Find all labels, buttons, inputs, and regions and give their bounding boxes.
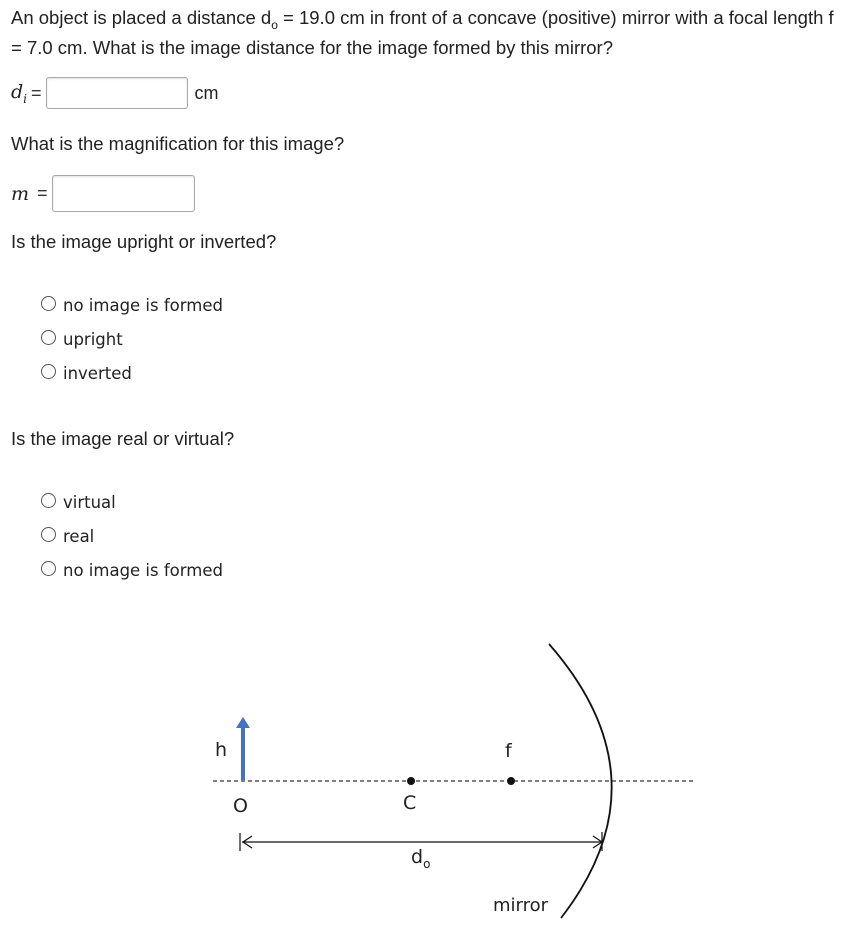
subscript-o: o xyxy=(271,18,278,32)
radio-option-virtual[interactable]: virtual xyxy=(41,485,223,519)
question-orientation: Is the image upright or inverted? xyxy=(11,231,277,252)
radio-option-upright[interactable]: upright xyxy=(41,322,223,356)
radio-circle[interactable] xyxy=(41,364,56,379)
type-radio-group xyxy=(41,485,223,587)
radio-option-real[interactable]: real xyxy=(41,519,223,553)
radio-circle[interactable] xyxy=(41,330,56,345)
radio-option-inverted[interactable]: inverted xyxy=(41,356,223,390)
label-c: C xyxy=(403,792,417,814)
label-mirror: mirror xyxy=(493,895,549,916)
point-f xyxy=(507,777,515,785)
radio-option-no-image[interactable]: no image is formed xyxy=(41,288,223,322)
label-f: f xyxy=(505,740,512,762)
magnification-input[interactable] xyxy=(52,175,195,212)
question-image-distance xyxy=(11,4,841,61)
label-h: h xyxy=(215,739,228,761)
radio-circle[interactable] xyxy=(41,296,56,311)
label-o: O xyxy=(233,795,248,817)
image-distance-input[interactable] xyxy=(46,77,188,109)
do-left-arrowhead xyxy=(243,836,252,848)
object-arrow-head xyxy=(236,717,250,728)
unit-label: cm xyxy=(194,82,219,103)
variable-di: $d_i$ xyxy=(11,80,28,106)
question-text-part: An object is placed a distance d xyxy=(11,7,272,28)
question-text-part: = 19.0 cm in front of a concave (positive) mirror with a focal length f = 7.0 cm. What is the image distance for the image formed by this mirror? xyxy=(11,7,834,58)
radio-circle[interactable] xyxy=(41,527,56,542)
question-magnification: What is the magnification for this image? xyxy=(11,133,345,154)
do-right-arrowhead xyxy=(593,836,602,848)
radio-option-no-image-type[interactable]: no image is formed xyxy=(41,553,223,587)
image-distance-answer-row xyxy=(11,77,219,109)
label-do: $d_o$ xyxy=(411,846,431,871)
concave-mirror-arc xyxy=(549,644,612,918)
question-real-virtual: Is the image real or virtual? xyxy=(11,428,235,449)
equals-sign: = xyxy=(37,183,48,203)
orientation-radio-group xyxy=(41,288,223,390)
point-c xyxy=(407,777,415,785)
magnification-answer-row xyxy=(11,175,195,212)
equals-sign: = xyxy=(31,82,42,103)
radio-circle[interactable] xyxy=(41,561,56,576)
variable-m: m xyxy=(11,182,30,205)
radio-circle[interactable] xyxy=(41,493,56,508)
